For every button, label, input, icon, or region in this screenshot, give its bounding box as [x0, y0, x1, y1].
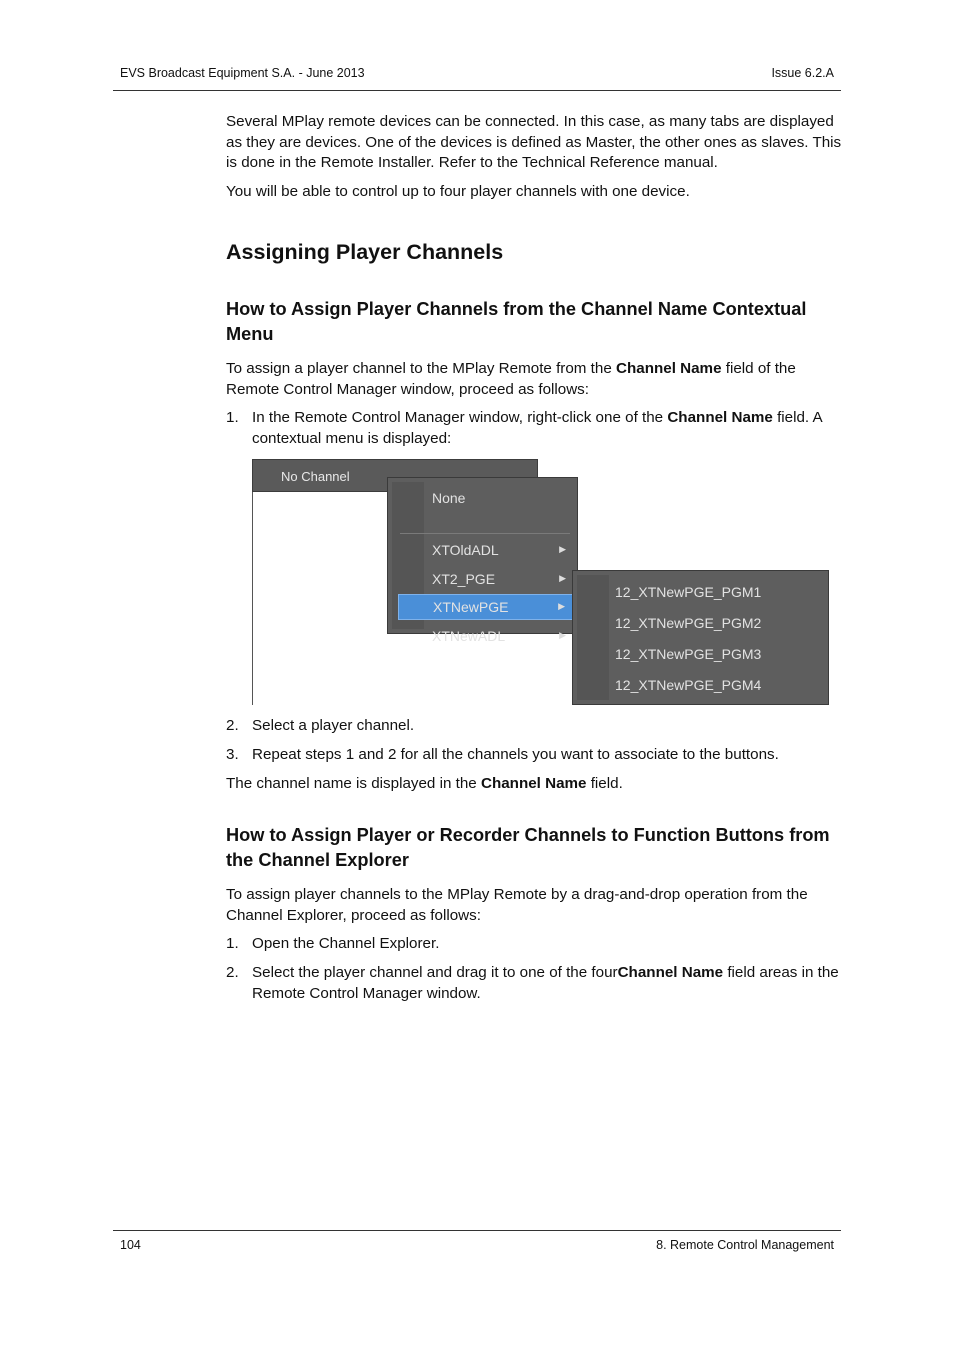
submenu-arrow-icon: ▶	[559, 630, 566, 640]
menu-item-xtoldadl[interactable]: XTOldADL ▶	[432, 542, 566, 558]
submenu-arrow-icon: ▶	[558, 601, 565, 611]
contextual-menu-screenshot	[252, 459, 830, 705]
submenu-item-pgm3[interactable]: 12_XTNewPGE_PGM3	[615, 646, 762, 662]
howto2-intro: To assign player channels to the MPlay Remote by a drag-and-drop operation from the Channel Explorer, proceed as follows:	[226, 886, 808, 924]
header-right: Issue 6.2.A	[771, 66, 834, 80]
footer-rule	[113, 1230, 841, 1231]
howto1-step-1	[226, 408, 846, 449]
step-text: Repeat steps 1 and 2 for all the channels you want to associate to the buttons.	[252, 746, 779, 763]
chapter-title: 8. Remote Control Management	[656, 1238, 834, 1252]
howto1-intro: To assign a player channel to the MPlay Remote from the Channel Name field of the Remote Control Manager window, proceed as follows:	[226, 360, 796, 398]
step-text: Select the player channel and drag it to one of the fourChannel Name field areas in the Remote Control Manager window.	[252, 964, 839, 1002]
howto2-title: How to Assign Player or Recorder Channels to Function Buttons from the Channel Explorer	[226, 825, 830, 870]
step-number: 3.	[226, 746, 239, 763]
menu-item-none[interactable]: None	[432, 490, 466, 506]
header-rule	[113, 90, 841, 91]
channel-name-field-label: No Channel	[281, 469, 350, 484]
submenu-arrow-icon: ▶	[559, 573, 566, 583]
intro-paragraph-2: You will be able to control up to four player channels with one device.	[226, 183, 690, 200]
step-text: In the Remote Control Manager window, right-click one of the Channel Name field. A contextual menu is displayed:	[252, 409, 822, 447]
step-number: 2.	[226, 964, 239, 981]
submenu-item-pgm1[interactable]: 12_XTNewPGE_PGM1	[615, 584, 762, 600]
submenu-item-pgm2[interactable]: 12_XTNewPGE_PGM2	[615, 615, 762, 631]
section-title: Assigning Player Channels	[226, 240, 504, 264]
menu-separator	[400, 533, 570, 534]
page-number: 104	[120, 1238, 141, 1252]
menu-item-xtnewadl[interactable]: XTNewADL ▶	[432, 628, 566, 644]
panel-edge	[252, 459, 253, 705]
step-number: 1.	[226, 935, 239, 952]
howto2-step-1	[226, 934, 846, 955]
submenu-arrow-icon: ▶	[559, 544, 566, 554]
step-text: Open the Channel Explorer.	[252, 935, 440, 952]
submenu-gutter	[577, 575, 609, 700]
howto1-title: How to Assign Player Channels from the Channel Name Contextual Menu	[226, 299, 807, 344]
contextual-menu	[387, 477, 578, 644]
menu-item-xt2-pge[interactable]: XT2_PGE ▶	[432, 571, 566, 587]
submenu	[572, 570, 829, 705]
step-number: 1.	[226, 409, 239, 426]
submenu-item-pgm4[interactable]: 12_XTNewPGE_PGM4	[615, 677, 762, 693]
step-text: Select a player channel.	[252, 717, 415, 734]
howto1-step-3	[226, 745, 846, 766]
intro-paragraph-1: Several MPlay remote devices can be connected. In this case, as many tabs are displayed as they are devices. One of the devices is defined as Master, the other ones as slaves. This is done in the Remote Installer. Refer to the Technical Reference manual.	[226, 113, 842, 171]
header-left: EVS Broadcast Equipment S.A. - June 2013	[120, 66, 365, 80]
step-number: 2.	[226, 717, 239, 734]
howto1-step-2	[226, 716, 846, 737]
menu-item-xtnewpge[interactable]: XTNewPGE ▶	[398, 594, 574, 620]
howto2-step-2	[226, 963, 846, 1004]
howto1-result: The channel name is displayed in the Channel Name field.	[226, 775, 623, 792]
